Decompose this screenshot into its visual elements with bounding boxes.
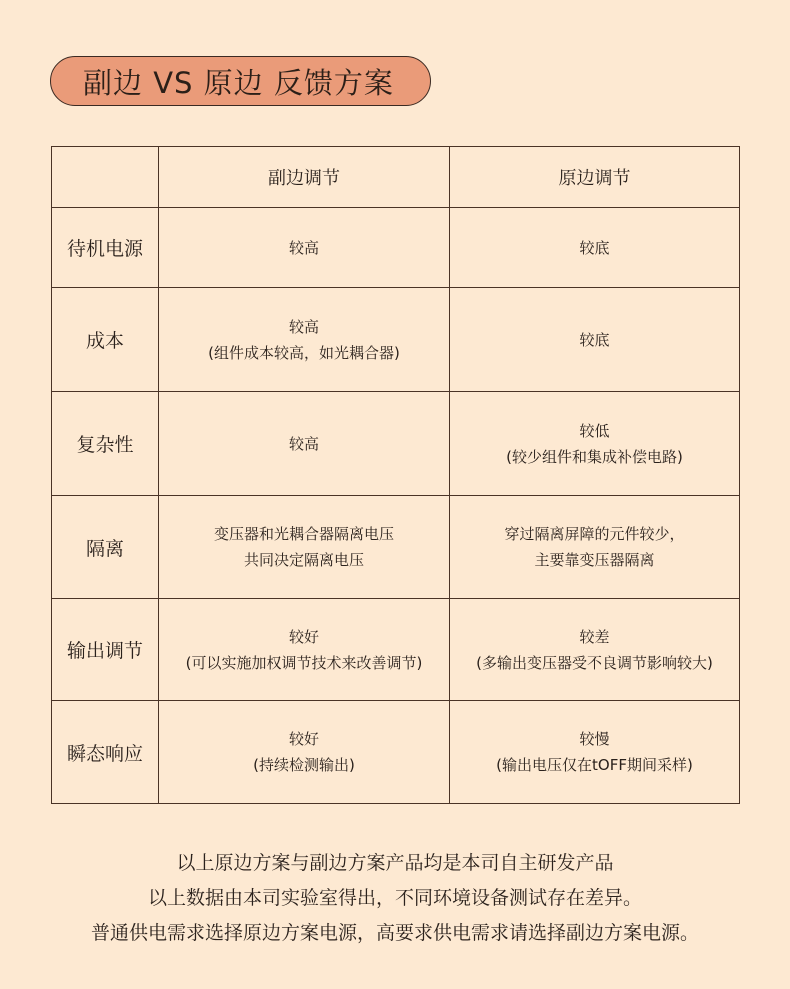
secondary-main: 较高 [288, 238, 319, 257]
secondary-main: 变压器和光耦合器隔离电压 [213, 525, 394, 543]
secondary-cell [159, 599, 450, 701]
footer-line-3: 普通供电需求选择原边方案电源，高要求供电需求请选择副边方案电源。 [90, 922, 699, 944]
secondary-main: 较高 [288, 434, 319, 453]
table-row [52, 701, 740, 804]
footer-notes [0, 846, 790, 951]
footer-line-2: 以上数据由本司实验室得出，不同环境设备测试存在差异。 [147, 887, 642, 909]
table-row [52, 496, 740, 599]
page-title [50, 56, 431, 106]
table-row [52, 599, 740, 701]
secondary-note: (可以实施加权调节技术来改善调节) [185, 653, 423, 672]
row-label: 复杂性 [52, 392, 159, 496]
primary-main: 穿过隔离屏障的元件较少， [504, 525, 685, 543]
primary-main: 较底 [579, 238, 610, 257]
primary-note: (较少组件和集成补偿电路) [506, 447, 683, 466]
primary-note: (多输出变压器受不良调节影响较大) [476, 653, 713, 672]
secondary-cell [159, 392, 450, 496]
secondary-cell [159, 496, 450, 599]
secondary-cell [159, 288, 450, 392]
primary-main: 较低 [579, 421, 610, 440]
secondary-note: 共同决定隔离电压 [243, 551, 364, 569]
secondary-main: 较好 [288, 730, 319, 748]
primary-cell [450, 208, 740, 288]
table-row [52, 288, 740, 392]
table-row [52, 208, 740, 288]
secondary-note: (组件成本较高，如光耦合器) [208, 343, 400, 362]
primary-cell [450, 599, 740, 701]
secondary-cell [159, 208, 450, 288]
primary-cell [450, 496, 740, 599]
table-row [52, 392, 740, 496]
primary-cell [450, 392, 740, 496]
secondary-main: 较高 [288, 317, 319, 336]
footer-line-1: 以上原边方案与副边方案产品均是本司自主研发产品 [176, 852, 614, 874]
primary-note: 主要靠变压器隔离 [534, 551, 655, 569]
primary-main: 较差 [579, 627, 610, 646]
row-label: 隔离 [52, 496, 159, 599]
secondary-note: (持续检测输出) [253, 756, 355, 774]
header-secondary: 副边调节 [159, 147, 450, 208]
row-label: 输出调节 [52, 599, 159, 701]
header-primary: 原边调节 [450, 147, 740, 208]
header-corner [52, 147, 159, 208]
row-label: 瞬态响应 [52, 701, 159, 804]
primary-note: (输出电压仅在tOFF期间采样) [496, 756, 693, 774]
row-label: 待机电源 [52, 208, 159, 288]
primary-cell [450, 701, 740, 804]
table-header-row [52, 147, 740, 208]
secondary-main: 较好 [288, 627, 319, 646]
page-title-text: 副边 VS 原边 反馈方案 [83, 65, 394, 100]
primary-cell [450, 288, 740, 392]
comparison-table [51, 146, 740, 804]
secondary-cell [159, 701, 450, 804]
row-label: 成本 [52, 288, 159, 392]
primary-main: 较慢 [579, 730, 610, 748]
primary-main: 较底 [579, 330, 610, 349]
